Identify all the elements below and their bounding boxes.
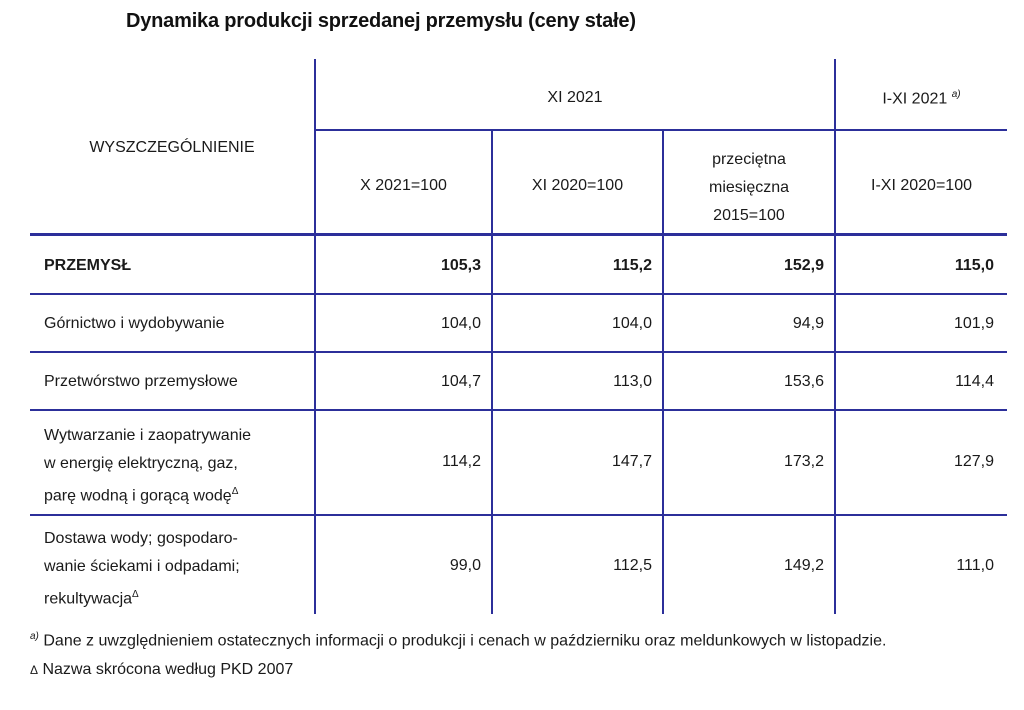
row-value: 112,5 xyxy=(613,557,652,574)
footnote-a-mark: a) xyxy=(30,631,39,642)
row-value: 104,0 xyxy=(611,315,652,332)
header-col3-line2: miesięczna xyxy=(708,179,790,196)
row-value: 113,0 xyxy=(613,373,652,390)
row-value: 114,2 xyxy=(442,453,481,470)
row-value: 115,0 xyxy=(954,257,994,274)
footnote-delta-mark: Δ xyxy=(30,663,39,678)
row-label-multiline xyxy=(44,525,240,613)
row-value: 101,9 xyxy=(953,315,994,332)
row-label-line: w energię elektryczną, gaz, xyxy=(44,455,238,472)
row-value: 111,0 xyxy=(956,557,994,574)
row-label-line: Wytwarzanie i zaopatrywanie xyxy=(44,427,252,444)
header-col3-line1: przeciętna xyxy=(712,151,786,168)
row-value: 149,2 xyxy=(783,557,824,574)
row-label: PRZEMYSŁ xyxy=(44,257,132,274)
footnote-delta-text: Nazwa skrócona według PKD 2007 xyxy=(42,661,294,679)
footnote-a-text: Dane z uwzględnieniem ostatecznych informacji o produkcji i cenach w październiku oraz meldunkowych w listopadzie. xyxy=(43,632,887,650)
header-col3-line3: 2015=100 xyxy=(713,207,785,224)
data-table xyxy=(30,59,1007,614)
row-value: 153,6 xyxy=(783,373,824,390)
footnotes xyxy=(30,625,990,682)
delta-mark: Δ xyxy=(231,486,239,497)
row-value: 115,2 xyxy=(612,257,652,274)
row-label: Górnictwo i wydobywanie xyxy=(44,315,225,332)
page-title: Dynamika produkcji sprzedanej przemysłu (ceny stałe) xyxy=(126,10,636,32)
row-label-line: Dostawa wody; gospodaro- xyxy=(44,530,238,547)
row-divider-3 xyxy=(30,409,1007,411)
header-group2-text: I-XI 2021 xyxy=(882,90,948,108)
row-value: 114,4 xyxy=(955,373,994,390)
row-value: 173,2 xyxy=(783,453,824,470)
row-value: 94,9 xyxy=(792,315,824,332)
row-value: 152,9 xyxy=(783,257,824,274)
row-label-multiline xyxy=(44,422,251,510)
row-value: 105,3 xyxy=(440,257,481,274)
footnote-a xyxy=(30,625,990,652)
row-value: 127,9 xyxy=(953,453,994,470)
row-value: 104,7 xyxy=(440,373,481,390)
row-label-line: rekultywacja xyxy=(44,590,133,608)
header-group-i-xi-2021 xyxy=(836,89,1007,108)
row-value: 147,7 xyxy=(611,453,652,470)
header-row-label: WYSZCZEGÓLNIENIE xyxy=(89,139,255,156)
footnote-delta xyxy=(30,658,990,682)
row-label-line: wanie ściekami i odpadami; xyxy=(44,558,240,575)
row-value: 104,0 xyxy=(440,315,481,332)
col-divider-4 xyxy=(834,59,836,614)
col-divider-1 xyxy=(314,59,316,614)
row-label-line: parę wodną i gorącą wodę xyxy=(44,487,232,505)
header-group-xi-2021: XI 2021 xyxy=(547,89,603,106)
header-col-i-xi-2020: I-XI 2020=100 xyxy=(871,177,972,194)
header-col-avg-2015 xyxy=(664,146,834,230)
row-divider-4 xyxy=(30,514,1007,516)
footnote-a-ref: a) xyxy=(951,89,961,100)
header-col-xi-2020: XI 2020=100 xyxy=(531,177,624,194)
row-label: Przetwórstwo przemysłowe xyxy=(44,373,238,390)
row-divider-1 xyxy=(30,293,1007,295)
header-bottom-rule xyxy=(30,233,1007,236)
col-divider-2 xyxy=(491,130,493,614)
header-group-divider xyxy=(314,129,1007,131)
row-divider-2 xyxy=(30,351,1007,353)
delta-mark: Δ xyxy=(132,589,139,600)
row-value: 99,0 xyxy=(449,557,481,574)
header-col-x-2021: X 2021=100 xyxy=(360,177,447,194)
